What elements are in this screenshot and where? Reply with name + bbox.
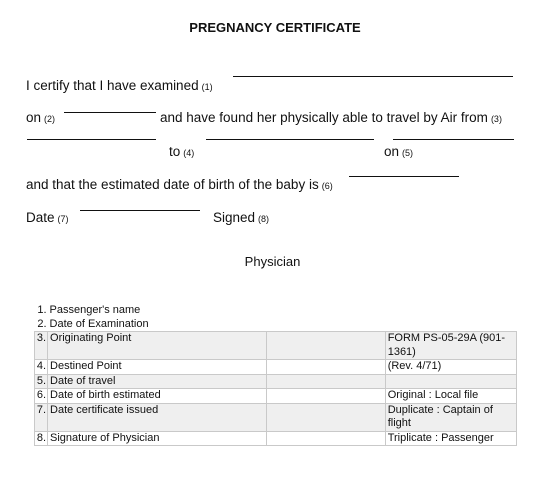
row-label: Date of Examination: [49, 317, 149, 330]
row-note: FORM PS-05-29A (901-1361): [385, 332, 516, 360]
field-number-1: (1): [201, 82, 213, 92]
row-spacer: [267, 318, 385, 332]
certify-statement: [26, 78, 213, 93]
field-number-8: (8): [258, 214, 270, 224]
row-note: Duplicate : Captain of flight: [385, 403, 516, 431]
field-number-2: (2): [44, 114, 56, 124]
row-spacer: [267, 389, 385, 404]
table-row: [35, 431, 517, 446]
table-row: [35, 374, 517, 389]
row-note: (Rev. 4/71): [385, 360, 516, 375]
row-number: 5.: [35, 374, 48, 389]
row-number: 7.: [35, 403, 48, 431]
travel-text: and have found her physically able to travel by Air from: [160, 110, 488, 125]
on-label-2: [384, 144, 413, 159]
row-note: Triplicate : Passenger: [385, 431, 516, 446]
field-number-3: (3): [490, 114, 502, 124]
table-row: [35, 403, 517, 431]
date-label: [26, 210, 69, 225]
table-row: [35, 304, 517, 318]
row-number: 2.: [37, 317, 47, 330]
row-label: Originating Point: [48, 332, 267, 360]
row-note: [385, 304, 516, 318]
on-label: [26, 110, 55, 125]
row-label: Date certificate issued: [48, 403, 267, 431]
travel-statement: [160, 110, 502, 125]
row-label: Date of birth estimated: [48, 389, 267, 404]
date-field[interactable]: [80, 210, 200, 211]
field-number-6: (6): [321, 181, 333, 191]
row-spacer: [267, 403, 385, 431]
row-label: Signature of Physician: [48, 431, 267, 446]
origin-field[interactable]: [27, 139, 156, 140]
signed-text: Signed: [213, 210, 256, 225]
table-row: [35, 389, 517, 404]
page-title: PREGNANCY CERTIFICATE: [189, 20, 361, 35]
row-spacer: [267, 332, 385, 360]
birth-date-field[interactable]: [349, 176, 459, 177]
row-spacer: [267, 431, 385, 446]
row-number: 1.: [37, 304, 47, 316]
row-label: Destined Point: [48, 360, 267, 375]
row-spacer: [267, 304, 385, 318]
on-text-2: on: [384, 144, 400, 159]
row-label: Date of travel: [48, 374, 267, 389]
examination-date-field[interactable]: [64, 112, 156, 113]
birth-text: and that the estimated date of birth of the baby is: [26, 177, 319, 192]
table-row: [35, 332, 517, 360]
certify-text: I certify that I have examined: [26, 78, 199, 93]
date-text: Date: [26, 210, 55, 225]
to-text: to: [169, 144, 181, 159]
destination-field[interactable]: [206, 139, 374, 140]
row-number: 4.: [35, 360, 48, 375]
physician-label: Physician: [244, 254, 301, 269]
travel-date-field[interactable]: [393, 139, 514, 140]
table-row: [35, 360, 517, 375]
row-note: [385, 318, 516, 332]
to-label: [169, 144, 194, 159]
examined-name-field[interactable]: [233, 76, 513, 77]
row-note: Original : Local file: [385, 389, 516, 404]
on-text: on: [26, 110, 42, 125]
row-number: 8.: [35, 431, 48, 446]
row-number: 3.: [35, 332, 48, 360]
field-key-table: [34, 304, 517, 446]
birth-statement: [26, 177, 333, 192]
row-number: 6.: [35, 389, 48, 404]
field-number-7: (7): [57, 214, 69, 224]
row-spacer: [267, 374, 385, 389]
row-spacer: [267, 360, 385, 375]
row-label: Passenger's name: [49, 304, 141, 316]
field-number-4: (4): [183, 148, 195, 158]
table-row: [35, 318, 517, 332]
signed-label: [213, 210, 269, 225]
row-note: [385, 374, 516, 389]
field-number-5: (5): [402, 148, 414, 158]
